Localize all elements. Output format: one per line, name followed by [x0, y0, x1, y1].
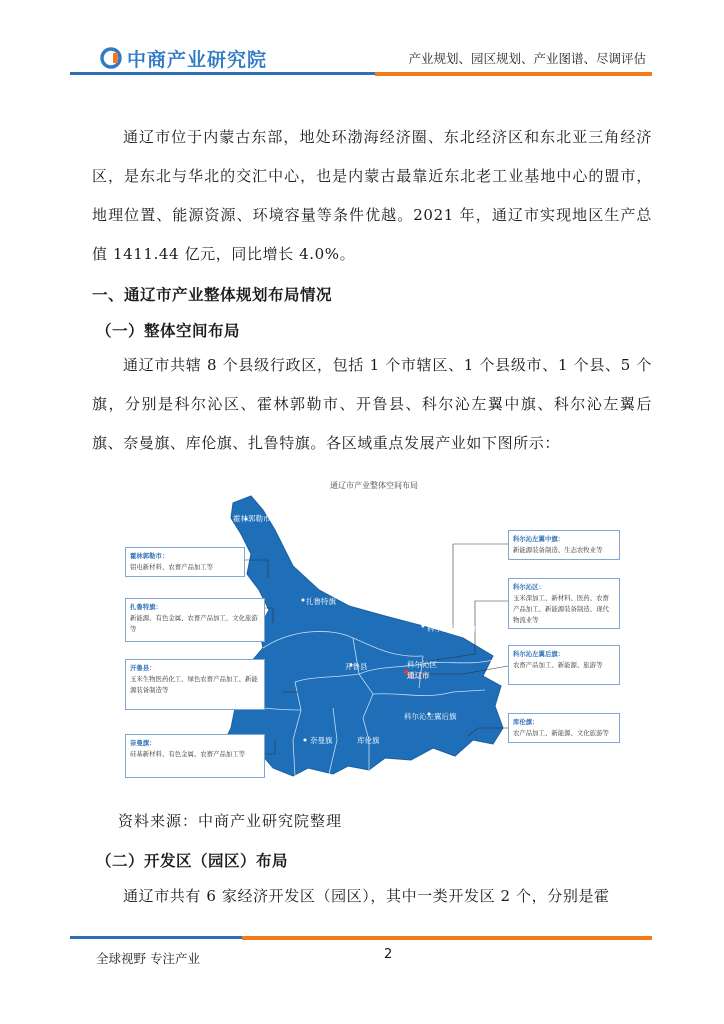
figure-source: 资料来源：中商产业研究院整理 [118, 812, 343, 830]
callout-naiman-title: 奈曼旗： [130, 739, 156, 747]
callout-zuozhong-title: 科尔沁左翼中旗： [513, 535, 565, 543]
callout-zuozhong [508, 530, 620, 560]
callout-huolin-text: 铝电新材料、农畜产品加工等 [130, 563, 214, 571]
callout-keerqin-title: 科尔沁区： [513, 583, 545, 591]
parks-paragraph: 通辽市共有 6 家经济开发区（园区），其中一类开发区 2 个，分别是霍 [123, 887, 610, 905]
map-label-keerqin: 科尔沁区 [407, 660, 437, 669]
callout-kulun-title: 库伦旗： [513, 718, 539, 726]
map-label-tongliao: 通辽市 [407, 671, 430, 680]
callout-zhalute-text: 新能源、有色金属、农畜产品加工、文化旅游等 [130, 614, 258, 633]
logo-text: 中商产业研究院 [127, 48, 268, 71]
callout-naiman [125, 734, 265, 778]
map-label-huolin: 霍林郭勒市 [233, 514, 271, 523]
callout-zuohou-title: 科尔沁左翼后旗： [513, 650, 565, 658]
section-heading: 一、通辽市产业整体规划布局情况 [92, 286, 333, 304]
page-number: 2 [384, 947, 393, 962]
callout-kailu-title: 开鲁县： [130, 664, 156, 672]
map-label-kailu: 开鲁县 [345, 662, 368, 671]
map-label-zhalute: 扎鲁特旗 [306, 597, 336, 606]
map-label-kulun: 库伦旗 [357, 736, 380, 745]
header-rule-blue [70, 72, 375, 75]
callout-naiman-text: 硅基新材料、有色金属、农畜产品加工等 [130, 750, 246, 758]
map-label-zuozhong: 科尔沁左翼中旗 [427, 624, 480, 633]
header-tagline: 产业规划、园区规划、产业图谱、尽调评估 [408, 51, 646, 66]
callout-keerqin-text: 玉米深加工、新材料、医药、农畜产品加工、新能源装备制造、现代物流业等 [513, 594, 609, 624]
company-logo [100, 45, 267, 71]
subsection-heading-2: （二）开发区（园区）布局 [96, 852, 289, 870]
map-label-naiman: 奈曼旗 [310, 736, 333, 745]
callout-kailu-text: 玉米生物医药化工、绿色农畜产品加工、新能源装备制造等 [130, 675, 258, 694]
footer-rule-orange [242, 936, 652, 940]
intro-paragraph: 通辽市位于内蒙古东部，地处环渤海经济圈、东北经济区和东北亚三角经济区，是东北与华北的交汇中心，也是内蒙古最靠近东北老工业基地中心的盟市，地理位置、能源资源、环境容量等条件优越。2021 年，通辽市实现地区生产总值 1411.44 亿元，同比增长 4.0%。 [92, 128, 652, 263]
callout-zuohou [508, 645, 620, 685]
callout-zhalute [125, 598, 265, 642]
callout-kailu [125, 659, 265, 710]
callout-zuozhong-text: 新能源装备制造、生态农牧业等 [513, 546, 603, 554]
callout-kulun-text: 农产品加工、新能源、文化旅游等 [513, 729, 609, 737]
callout-zuohou-text: 农畜产品加工、新能源、旅游等 [513, 661, 603, 669]
logo-mark-icon [100, 47, 122, 69]
callout-zhalute-title: 扎鲁特旗： [130, 603, 162, 611]
footer-slogan: 全球视野 专注产业 [96, 951, 200, 966]
header-rule-orange [375, 72, 652, 76]
callout-keerqin [508, 578, 620, 629]
callout-huolin-title: 霍林郭勒市： [130, 552, 169, 560]
map-label-zuohou: 科尔沁左翼后旗 [404, 712, 457, 721]
map-region-shape [223, 496, 503, 776]
subsection-heading: （一）整体空间布局 [96, 322, 241, 340]
districts-paragraph: 通辽市共辖 8 个县级行政区，包括 1 个市辖区、1 个县级市、1 个县、5 个旗，分别是科尔沁区、霍林郭勒市、开鲁县、科尔沁左翼中旗、科尔沁左翼后旗、奈曼旗、库伦旗、扎鲁特旗。各区域重点发展产业如下图所示： [92, 356, 652, 452]
callout-huolin [125, 547, 245, 577]
figure-title: 通辽市产业整体空间布局 [330, 481, 418, 490]
footer-rule-blue [70, 936, 242, 939]
callout-kulun [508, 713, 620, 743]
